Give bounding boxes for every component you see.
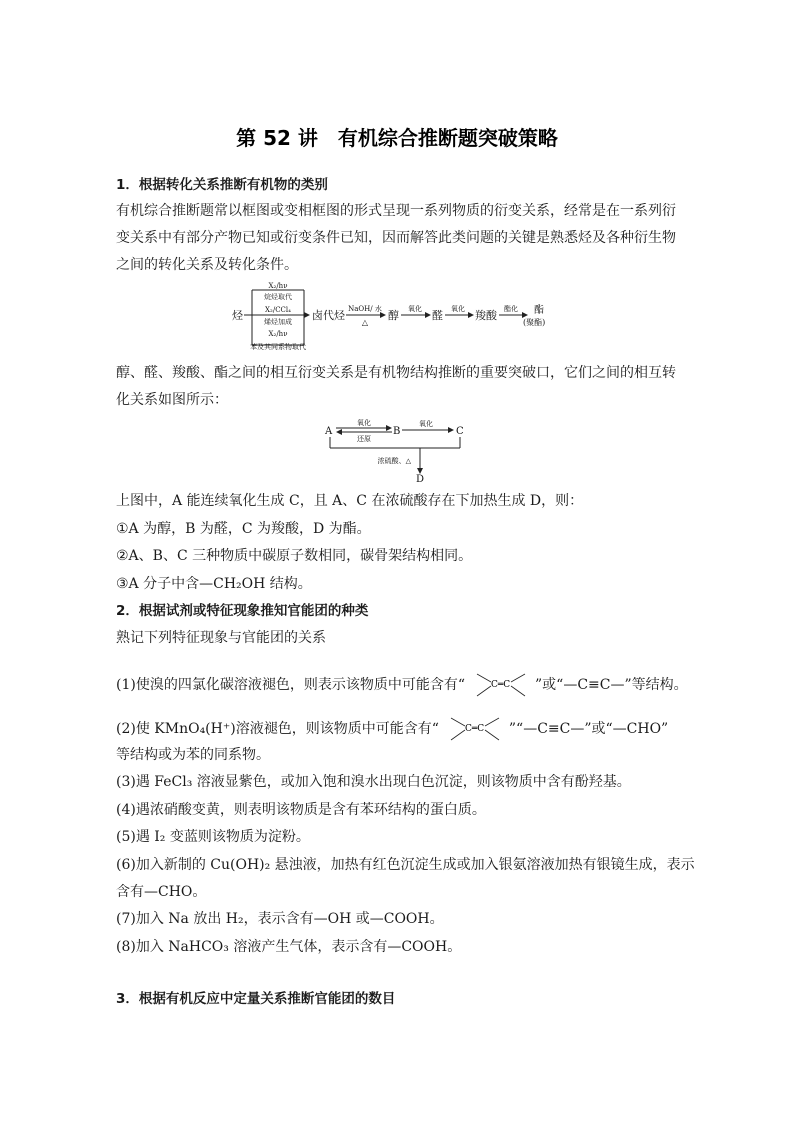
oxidize-label-1: 氧化 — [408, 305, 422, 313]
cond-top-name: 烷烃取代 — [264, 293, 292, 301]
section3-heading: 3．根据有机反应中定量关系推断官能团的数目 — [116, 991, 396, 1007]
conversion-diagram — [228, 280, 558, 350]
reduce-label: 还原 — [357, 435, 371, 443]
item2-pre: (2)使 KMnO₄(H⁺)溶液褪色，则该物质中可能含有“ — [116, 721, 439, 737]
section2-item: (7)加入 Na 放出 H₂，表示含有—OH 或—COOH。 — [116, 911, 444, 927]
ester-label: 酯 — [534, 305, 544, 316]
section1-after-line: 上图中，A 能连续氧化生成 C，且 A、C 在浓硫酸存在下加热生成 D，则： — [116, 493, 584, 509]
node-b: B — [393, 426, 401, 437]
section1-para-line: 变关系中有部分产物已知或衍变条件已知，因而解答此类问题的关键是熟悉烃及各种衍生物 — [116, 230, 676, 246]
section2-item-2-cont: 等结构或为苯的同系物。 — [116, 747, 270, 763]
section1-para2-line: 醇、醛、羧酸、酯之间的相互衍变关系是有机物结构推断的重要突破口，它们之间的相互转 — [116, 365, 676, 381]
section2-item-2 — [116, 712, 686, 746]
cond-mid-reagent: X₂/CCl₄ — [265, 306, 291, 314]
abcd-diagram — [322, 418, 482, 486]
oxidize-label-2: 氧化 — [451, 305, 465, 313]
item2-post: ”“—C≡C—”或“—CHO” — [508, 721, 669, 737]
cond-mid-name: 烯烃加成 — [264, 318, 292, 326]
section2-item: (5)遇 I₂ 变蓝则该物质为淀粉。 — [116, 829, 310, 845]
section1-para-line: 之间的转化关系及转化条件。 — [116, 257, 298, 273]
section2-item: (3)遇 FeCl₃ 溶液显紫色，或加入饱和溴水出现白色沉淀，则该物质中含有酚羟基。 — [116, 774, 631, 790]
cond-label: 浓硫酸、△ — [377, 457, 411, 465]
section1-para2-line: 化关系如图所示： — [116, 392, 228, 408]
hydrocarbon-label: 烃 — [232, 309, 243, 322]
page-title: 第 52 讲 有机综合推断题突破策略 — [236, 126, 558, 150]
section2-item: (8)加入 NaHCO₃ 溶液产生气体，表示含有—COOH。 — [116, 939, 462, 955]
polyester-label: (聚酯) — [523, 318, 546, 327]
oxidize-bc-label: 氧化 — [419, 420, 433, 428]
section1-para-line: 有机综合推断题常以框图或变相框图的形式呈现一系列物质的衍变关系，经常是在一系列衍 — [116, 203, 676, 219]
section2-item-1 — [116, 668, 686, 702]
section1-heading: 1．根据转化关系推断有机物的类别 — [116, 177, 328, 193]
naoh-reagent: NaOH/ 水 — [348, 305, 382, 313]
node-a: A — [325, 426, 333, 437]
item1-pre: (1)使溴的四氯化碳溶液褪色，则表示该物质中可能含有“ — [116, 677, 465, 693]
section2-intro: 熟记下列特征现象与官能团的关系 — [116, 630, 326, 646]
node-d: D — [416, 474, 425, 485]
cond-bot-name: 苯及其同系物取代 — [250, 343, 306, 350]
acid-label: 羧酸 — [475, 309, 497, 322]
section2-heading: 2．根据试剂或特征现象推知官能团的种类 — [116, 603, 369, 619]
alkene-label: C═C — [491, 680, 511, 690]
aldehyde-label: 醛 — [432, 309, 443, 322]
section1-after-line: ②A、B、C 三种物质中碳原子数相同，碳骨架结构相同。 — [116, 548, 473, 564]
esterify-label: 酯化 — [504, 305, 518, 313]
section1-after-line: ①A 为醇，B 为醛，C 为羧酸，D 为酯。 — [116, 521, 371, 537]
alkene-structure-icon — [469, 670, 531, 700]
item1-post: ”或“—C≡C—”等结构。 — [535, 677, 688, 693]
section2-item: 含有—CHO。 — [116, 884, 207, 900]
section1-after-line: ③A 分子中含—CH₂OH 结构。 — [116, 576, 312, 592]
cond-bot-reagent: X₂/hν — [268, 330, 288, 338]
node-c: C — [456, 426, 464, 437]
section2-item: (4)遇浓硝酸变黄，则表明该物质是含有苯环结构的蛋白质。 — [116, 802, 486, 818]
naoh-heat: △ — [361, 318, 369, 327]
alcohol-label: 醇 — [388, 309, 399, 322]
halide-label: 卤代烃 — [312, 309, 345, 322]
oxidize-ab-label: 氧化 — [357, 419, 371, 427]
cond-top-reagent: X₂/hν — [268, 282, 288, 290]
section2-item: (6)加入新制的 Cu(OH)₂ 悬浊液，加热有红色沉淀生成或加入银氨溶液加热有银镜生成，表示 — [116, 857, 695, 873]
alkene-structure-icon — [443, 714, 505, 744]
alkene-label: C═C — [464, 724, 485, 734]
